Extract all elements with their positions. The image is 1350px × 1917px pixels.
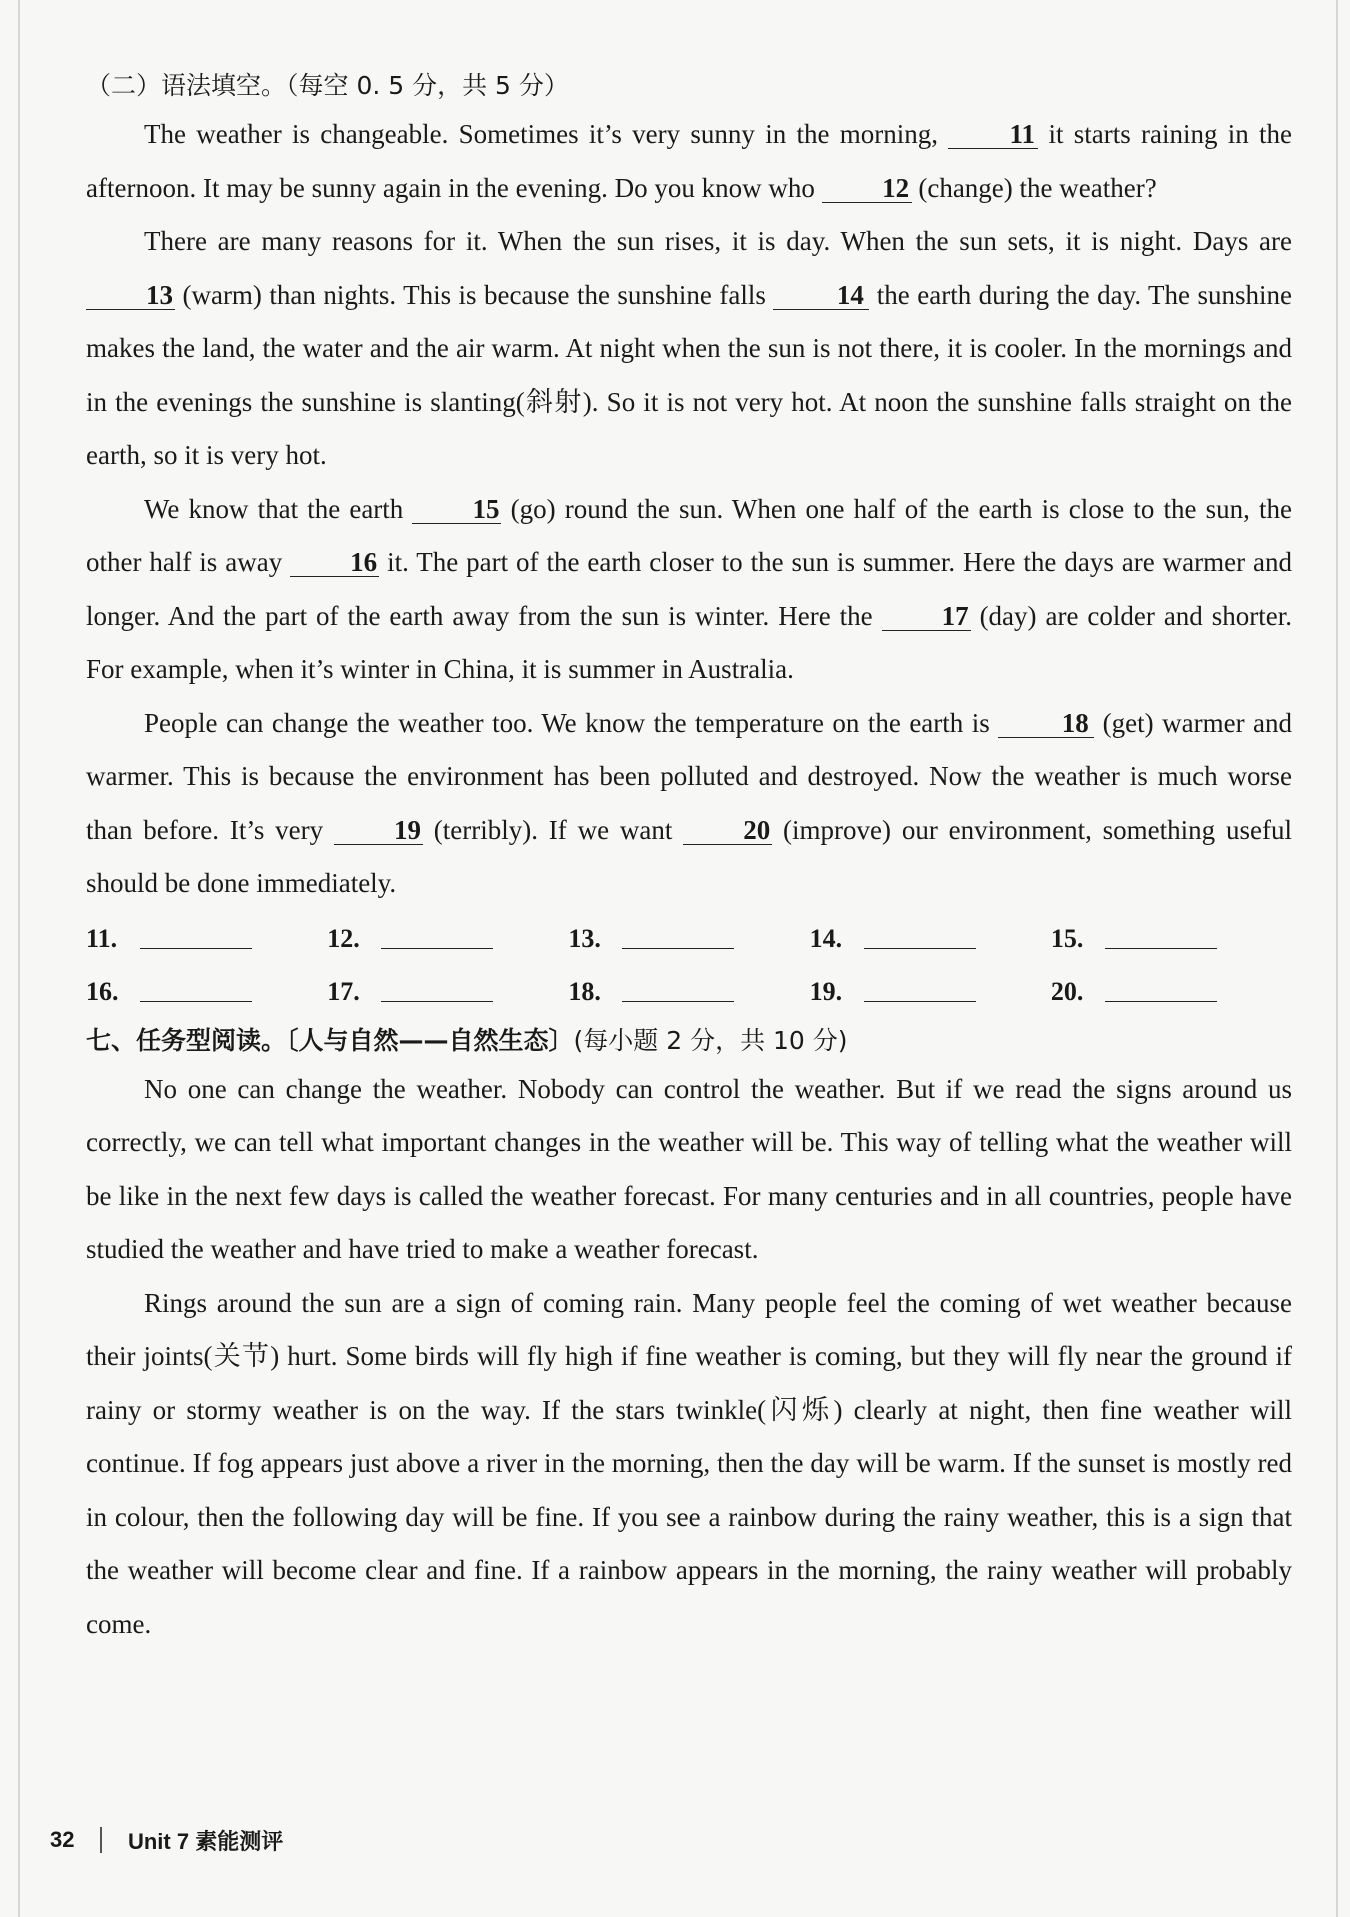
paragraph-text: it. The part of the earth closer to the sun is summer. Here the days are warmer and longer. And the part of the earth away from the sun is winter. Here the xyxy=(86,547,1292,631)
answer-row xyxy=(86,966,1292,1019)
answer-number: 16. xyxy=(86,977,119,1006)
fill-blank-13[interactable]: 13 xyxy=(86,281,175,310)
answer-blank[interactable] xyxy=(622,948,734,949)
answer-row xyxy=(86,913,1292,966)
answer-blank[interactable] xyxy=(381,948,493,949)
reading-paragraph-2: Rings around the sun are a sign of coming rain. Many people feel the coming of wet weather because their joints(关节) hurt. Some birds will fly high if fine weather is coming, but they will fly near the ground if rainy or stormy weather is on the way. If the stars twinkle(闪烁) clearly at night, then fine weather will continue. If fog appears just above a river in the morning, then the day will be warm. If the sunset is mostly red in colour, then the following day will be fine. If you see a rainbow during the rainy weather, this is a sign that the weather will become clear and fine. If a rainbow appears in the morning, the rainy weather will probably come. xyxy=(86,1287,1292,1639)
fill-blank-20[interactable]: 20 xyxy=(683,816,772,845)
task-reading-score-note: (每小题 2 分，共 10 分) xyxy=(573,1025,848,1055)
answer-number: 18. xyxy=(568,977,601,1006)
answer-cell xyxy=(86,977,327,1007)
answer-cell xyxy=(810,977,1051,1007)
answer-number: 14. xyxy=(809,924,843,953)
answer-cell xyxy=(327,924,568,954)
page-footer xyxy=(50,1822,283,1858)
answer-number: 17. xyxy=(327,977,360,1006)
grammar-paragraph-4 xyxy=(86,697,1292,911)
answer-blank[interactable] xyxy=(140,1001,252,1002)
grammar-fill-heading: （二）语法填空。（每空 0. 5 分，共 5 分） xyxy=(86,71,569,100)
page-content xyxy=(86,64,1292,1651)
answer-cell xyxy=(86,924,327,954)
paragraph-text: (change) the weather? xyxy=(911,172,1157,203)
fill-blank-11[interactable]: 11 xyxy=(948,120,1038,149)
answer-number: 20. xyxy=(1050,977,1084,1006)
paragraph-text: (get) warmer and warmer. This is because the environment has been polluted and destroyed. Now the weather is much worse than before. It’s very xyxy=(86,707,1293,845)
paragraph-text: People can change the weather too. We know the temperature on the earth is xyxy=(144,707,999,738)
paragraph-text: (go) round the sun. When one half of the earth is close to the sun, the other half is away xyxy=(86,493,1292,577)
paragraph-text: There are many reasons for it. When the sun rises, it is day. When the sun sets, it is night. Days are xyxy=(144,226,1292,256)
paragraph-text: the earth during the day. The sunshine makes the land, the water and the air warm. At night when the sun is not there, it is cooler. In the mornings and in the evenings the sunshine is slanting(斜射). So it is not very hot. At noon the sunshine falls straight on the earth, so it is very hot. xyxy=(86,279,1292,470)
answer-blank[interactable] xyxy=(864,948,976,949)
answer-blank[interactable] xyxy=(381,1001,493,1002)
page-edge-right xyxy=(1336,0,1338,1917)
footer-divider xyxy=(100,1827,102,1853)
answer-cell xyxy=(568,924,809,954)
unit-label: Unit 7 素能测评 xyxy=(127,1828,284,1854)
task-reading-title: 七、任务型阅读。〔人与自然——自然生态〕 xyxy=(86,1025,574,1055)
answer-number: 15. xyxy=(1050,924,1084,953)
fill-blank-17[interactable]: 17 xyxy=(882,602,971,631)
answer-blank[interactable] xyxy=(1105,948,1217,949)
answer-cell xyxy=(568,977,809,1007)
paragraph-text: (improve) our environment, something useful should be done immediately. xyxy=(86,814,1292,898)
fill-blank-18[interactable]: 18 xyxy=(998,709,1094,738)
fill-blank-19[interactable]: 19 xyxy=(334,816,423,845)
answer-blank[interactable] xyxy=(1105,1001,1217,1002)
answer-blank[interactable] xyxy=(140,948,252,949)
paragraph-text: The weather is changeable. Sometimes it’s very sunny in the morning, xyxy=(144,119,949,149)
answer-number: 11. xyxy=(86,924,118,953)
grammar-paragraph-1 xyxy=(86,108,1292,215)
answer-number: 12. xyxy=(327,924,360,953)
answer-blank[interactable] xyxy=(864,1001,976,1002)
paragraph-text: it starts raining in the afternoon. It may be sunny again in the evening. Do you know who xyxy=(86,119,1292,203)
answer-number: 19. xyxy=(809,977,843,1006)
grammar-paragraph-2 xyxy=(86,215,1292,483)
answer-cell xyxy=(1051,977,1292,1007)
answer-number: 13. xyxy=(568,924,601,953)
task-reading-heading xyxy=(86,1019,1292,1063)
answer-cell xyxy=(327,977,568,1007)
paragraph-text: (day) are colder and shorter. For example, when it’s winter in China, it is summer in Australia. xyxy=(86,600,1292,684)
fill-blank-12[interactable]: 12 xyxy=(822,174,912,203)
paragraph-text: We know that the earth xyxy=(144,493,413,524)
answer-sheet xyxy=(86,913,1292,1019)
fill-blank-14[interactable]: 14 xyxy=(773,281,869,310)
answer-cell xyxy=(1051,924,1292,954)
reading-paragraph-1: No one can change the weather. Nobody can control the weather. But if we read the signs around us correctly, we can tell what important changes in the weather will be. This way of telling what the weather will be like in the next few days is called the weather forecast. For many centuries and in all countries, people have studied the weather and have tried to make a weather forecast. xyxy=(86,1073,1292,1264)
fill-blank-16[interactable]: 16 xyxy=(290,548,379,577)
page-edge-left xyxy=(18,0,20,1917)
answer-cell xyxy=(810,924,1051,954)
paragraph-text: (terribly). If we want xyxy=(422,814,684,845)
answer-blank[interactable] xyxy=(622,1001,734,1002)
grammar-paragraph-3 xyxy=(86,483,1292,697)
fill-blank-15[interactable]: 15 xyxy=(412,495,501,524)
page-number: 32 xyxy=(50,1827,75,1852)
paragraph-text: (warm) than nights. This is because the sunshine falls xyxy=(175,279,774,310)
